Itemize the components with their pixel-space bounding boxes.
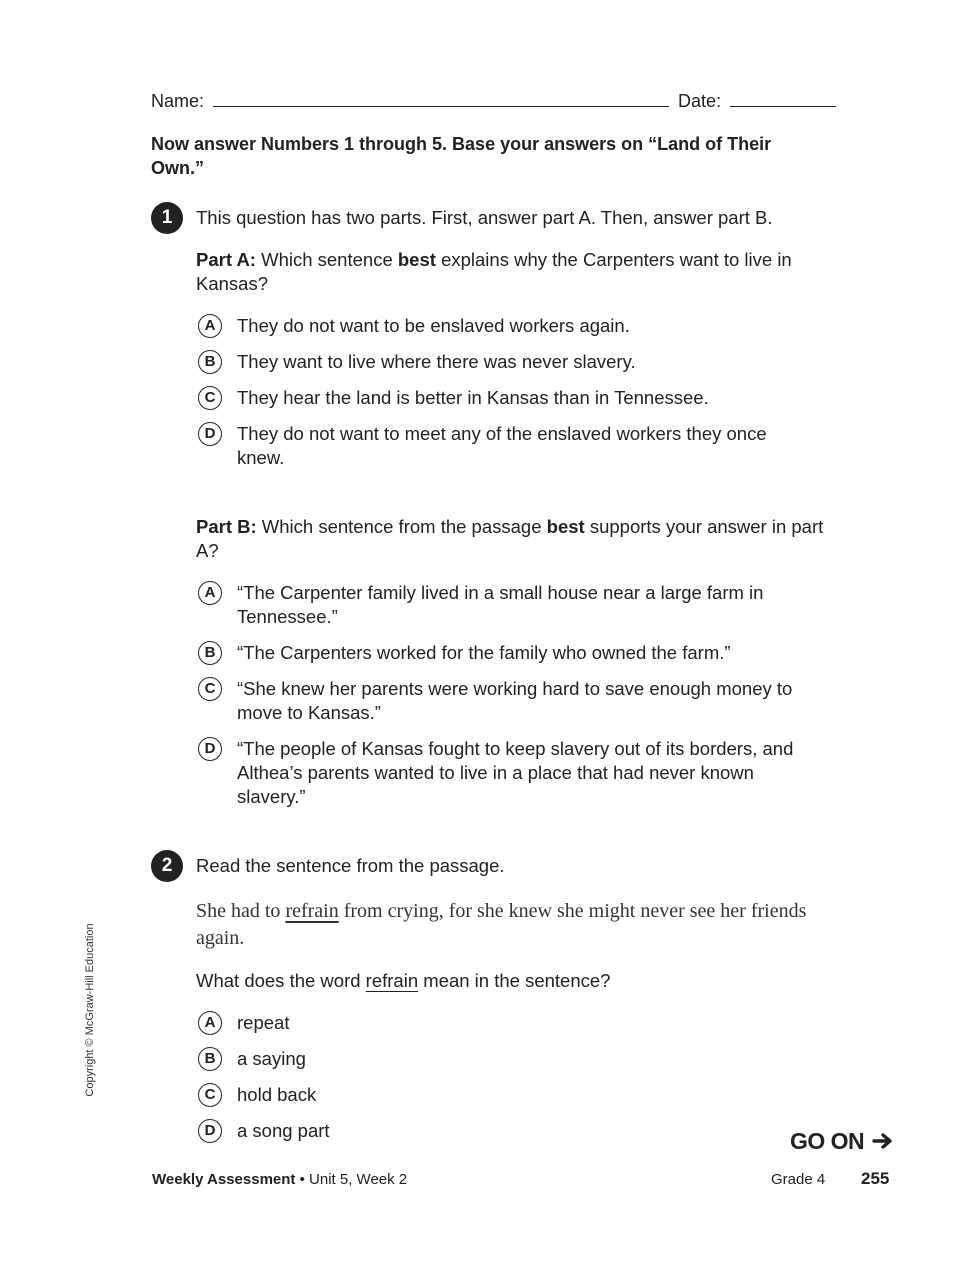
- q2-option-c-text: hold back: [237, 1084, 317, 1105]
- arrow-right-icon: [872, 1129, 894, 1156]
- q2-option-d-text: a song part: [237, 1120, 330, 1141]
- q1a-option-a-bubble[interactable]: A: [198, 314, 222, 338]
- q1b-option-d-bubble[interactable]: D: [198, 737, 222, 761]
- q1a-option-b-bubble[interactable]: B: [198, 350, 222, 374]
- name-label: Name:: [151, 91, 205, 111]
- copyright-notice: Copyright © McGraw-Hill Education: [84, 923, 96, 1097]
- q2-option-b-text: a saying: [237, 1048, 306, 1069]
- q1a-option-d-bubble[interactable]: D: [198, 422, 222, 446]
- part-b-text: Which sentence from the passage: [261, 516, 542, 537]
- q1b-option-d-text: “The people of Kansas fought to keep slavery out of its borders, and Althea’s parents wanted to live in a place that had never known slavery.”: [237, 738, 794, 807]
- q1a-option-a-text: They do not want to be enslaved workers again.: [237, 315, 630, 336]
- part-a-text-after: explains why the Carpenters want to live in Kansas?: [196, 249, 792, 294]
- passage-excerpt: [196, 898, 816, 952]
- footer-assessment-title: Weekly Assessment: [152, 1171, 296, 1188]
- part-a-label: Part A:: [196, 249, 256, 270]
- q2-question-underlined-word: refrain: [365, 970, 419, 991]
- passage-text-after: from crying, for she knew she might never see her friends again.: [196, 900, 807, 949]
- question-number-2: 2: [151, 850, 183, 882]
- part-b-bold: best: [546, 516, 585, 537]
- q2-question-before: What does the word: [196, 970, 361, 991]
- q1b-option-a-bubble[interactable]: A: [198, 581, 222, 605]
- footer-unit: Unit 5, Week 2: [309, 1171, 408, 1188]
- go-on-indicator: [790, 1128, 894, 1156]
- q1b-option-c-text: “She knew her parents were working hard to save enough money to move to Kansas.”: [237, 678, 793, 723]
- date-field[interactable]: [730, 90, 836, 107]
- bullet-separator: •: [299, 1171, 305, 1188]
- q2-option-c-bubble[interactable]: C: [198, 1083, 222, 1107]
- q2-option-b-bubble[interactable]: B: [198, 1047, 222, 1071]
- q2-option-d-bubble[interactable]: D: [198, 1119, 222, 1143]
- q1a-option-d-text: They do not want to meet any of the enslaved workers they once knew.: [237, 423, 767, 468]
- q2-stem: Read the sentence from the passage.: [196, 855, 505, 876]
- part-b-label: Part B:: [196, 516, 257, 537]
- q1b-option-b-text: “The Carpenters worked for the family who owned the farm.”: [237, 642, 731, 663]
- footer-assessment: [152, 1171, 407, 1188]
- q2-question-after: mean in the sentence?: [423, 970, 611, 991]
- q2-question: [196, 969, 610, 993]
- q1b-option-a-text: “The Carpenter family lived in a small house near a large farm in Tennessee.”: [237, 582, 764, 627]
- q2-option-a-bubble[interactable]: A: [198, 1011, 222, 1035]
- go-on-label: GO ON: [790, 1128, 865, 1154]
- q1a-option-c-text: They hear the land is better in Kansas than in Tennessee.: [237, 387, 709, 408]
- part-a-bold: best: [397, 249, 436, 270]
- q1a-option-b-text: They want to live where there was never slavery.: [237, 351, 636, 372]
- q2-option-a-text: repeat: [237, 1012, 290, 1033]
- passage-text-before: She had to: [196, 900, 281, 922]
- q1b-option-b-bubble[interactable]: B: [198, 641, 222, 665]
- name-date-header: [151, 90, 836, 112]
- part-a-text: Which sentence: [261, 249, 393, 270]
- q1-part-a-prompt: [196, 248, 836, 296]
- part-b-text-after: supports your answer in part A?: [196, 516, 824, 561]
- q1a-option-c-bubble[interactable]: C: [198, 386, 222, 410]
- q1b-option-c-bubble[interactable]: C: [198, 677, 222, 701]
- name-field[interactable]: [213, 90, 669, 107]
- page-number: 255: [861, 1169, 890, 1188]
- instructions: Now answer Numbers 1 through 5. Base your answers on “Land of Their Own.”: [151, 134, 772, 178]
- passage-underlined-word: refrain: [285, 900, 339, 922]
- question-number-1: 1: [151, 202, 183, 234]
- footer-grade: Grade 4: [771, 1171, 826, 1188]
- q1-part-b-prompt: [196, 515, 836, 563]
- q1-stem: This question has two parts. First, answer part A. Then, answer part B.: [196, 207, 773, 228]
- date-label: Date:: [678, 91, 722, 111]
